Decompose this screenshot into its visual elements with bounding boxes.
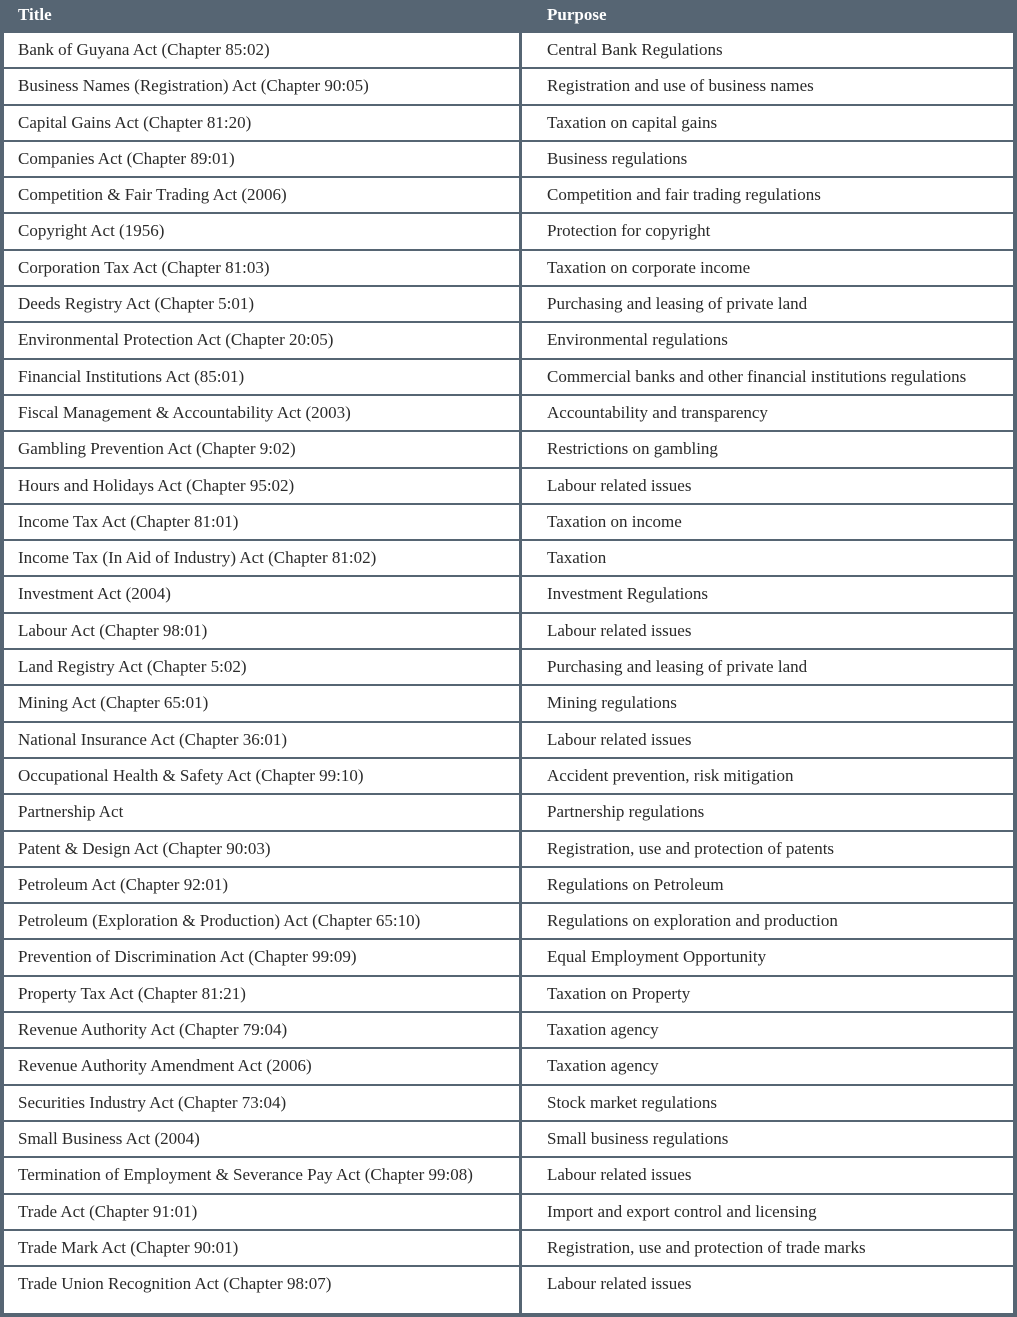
act-title: Partnership Act: [18, 802, 124, 822]
table-row: [4, 1086, 1013, 1122]
act-title: Securities Industry Act (Chapter 73:04): [18, 1092, 287, 1112]
table-row: [4, 469, 1013, 505]
act-title: Deeds Registry Act (Chapter 5:01): [18, 294, 255, 314]
table-row: [4, 106, 1013, 142]
act-title: Fiscal Management & Accountability Act (2003): [18, 402, 351, 422]
act-title: Petroleum Act (Chapter 92:01): [18, 874, 229, 894]
table-row: [4, 214, 1013, 250]
act-title: Property Tax Act (Chapter 81:21): [18, 983, 246, 1003]
act-title: Petroleum (Exploration & Production) Act (Chapter 65:10): [18, 911, 421, 931]
act-title: Small Business Act (2004): [18, 1128, 200, 1148]
table-body: [4, 33, 1013, 1303]
act-purpose: Taxation agency: [547, 1056, 659, 1076]
act-purpose: Taxation: [547, 548, 607, 568]
act-purpose: Competition and fair trading regulations: [547, 185, 821, 205]
table-row: [4, 251, 1013, 287]
table-row: [4, 360, 1013, 396]
act-title: Corporation Tax Act (Chapter 81:03): [18, 257, 270, 277]
act-title: Prevention of Discrimination Act (Chapter 99:09): [18, 947, 357, 967]
act-purpose: Environmental regulations: [547, 330, 728, 350]
act-purpose: Regulations on Petroleum: [547, 874, 724, 894]
act-title: Trade Act (Chapter 91:01): [18, 1201, 198, 1221]
table-row: [4, 178, 1013, 214]
act-purpose: Purchasing and leasing of private land: [547, 294, 808, 314]
act-purpose: Taxation on corporate income: [547, 257, 751, 277]
act-title: Business Names (Registration) Act (Chapter 90:05): [18, 76, 369, 96]
act-purpose: Labour related issues: [547, 475, 692, 495]
act-title: Patent & Design Act (Chapter 90:03): [18, 838, 271, 858]
act-title: Occupational Health & Safety Act (Chapter 99:10): [18, 765, 364, 785]
table-row: [4, 723, 1013, 759]
act-title: Income Tax (In Aid of Industry) Act (Chapter 81:02): [18, 548, 377, 568]
table-row: [4, 1049, 1013, 1085]
act-purpose: Labour related issues: [547, 729, 692, 749]
act-purpose: Partnership regulations: [547, 802, 705, 822]
act-purpose: Labour related issues: [547, 1165, 692, 1185]
act-title: Bank of Guyana Act (Chapter 85:02): [18, 40, 270, 59]
act-purpose: Registration and use of business names: [547, 76, 814, 96]
act-title: Companies Act (Chapter 89:01): [18, 148, 235, 168]
act-purpose: Accident prevention, risk mitigation: [547, 765, 794, 785]
act-purpose: Taxation agency: [547, 1020, 659, 1040]
table-row: [4, 868, 1013, 904]
table-row: [4, 832, 1013, 868]
act-purpose: Labour related issues: [547, 1274, 692, 1294]
act-purpose: Import and export control and licensing: [547, 1201, 817, 1221]
table-row: [4, 69, 1013, 105]
act-purpose: Registration, use and protection of trade marks: [547, 1237, 866, 1257]
table-row: [4, 940, 1013, 976]
act-purpose: Central Bank Regulations: [547, 40, 723, 59]
act-purpose: Purchasing and leasing of private land: [547, 657, 808, 677]
act-title: Competition & Fair Trading Act (2006): [18, 185, 287, 205]
act-title: Trade Union Recognition Act (Chapter 98:07): [18, 1274, 332, 1294]
table-row: [4, 396, 1013, 432]
act-purpose: Small business regulations: [547, 1128, 729, 1148]
act-purpose: Investment Regulations: [547, 584, 709, 604]
act-purpose: Taxation on capital gains: [547, 112, 718, 132]
table-header: [0, 0, 1017, 30]
act-title: Land Registry Act (Chapter 5:02): [18, 657, 247, 677]
act-title: Trade Mark Act (Chapter 90:01): [18, 1237, 239, 1257]
act-title: Capital Gains Act (Chapter 81:20): [18, 112, 252, 132]
table-row: [4, 541, 1013, 577]
table-row: [4, 1013, 1013, 1049]
act-purpose: Stock market regulations: [547, 1092, 717, 1112]
act-purpose: Labour related issues: [547, 620, 692, 640]
table-row: [4, 505, 1013, 541]
act-purpose: Business regulations: [547, 148, 688, 168]
act-purpose: Equal Employment Opportunity: [547, 947, 767, 967]
act-purpose: Protection for copyright: [547, 221, 711, 241]
act-title: Termination of Employment & Severance Pay Act (Chapter 99:08): [18, 1165, 473, 1185]
act-purpose: Taxation on Property: [547, 983, 691, 1003]
act-purpose: Accountability and transparency: [547, 402, 768, 422]
table-row: [4, 323, 1013, 359]
table-row: [4, 1195, 1013, 1231]
header-title: Title: [18, 5, 52, 24]
act-title: Hours and Holidays Act (Chapter 95:02): [18, 475, 295, 495]
act-purpose: Restrictions on gambling: [547, 439, 718, 459]
act-purpose: Mining regulations: [547, 693, 677, 713]
act-title: Revenue Authority Act (Chapter 79:04): [18, 1020, 288, 1040]
table-row: [4, 1267, 1013, 1303]
table-row: [4, 614, 1013, 650]
act-title: Investment Act (2004): [18, 584, 171, 604]
table-row: [4, 432, 1013, 468]
table-row: [4, 1231, 1013, 1267]
table-row: [4, 977, 1013, 1013]
table-row: [4, 650, 1013, 686]
act-title: Labour Act (Chapter 98:01): [18, 620, 208, 640]
table-row: [4, 287, 1013, 323]
act-title: National Insurance Act (Chapter 36:01): [18, 729, 288, 749]
act-title: Environmental Protection Act (Chapter 20:05): [18, 330, 334, 350]
table-row: [4, 142, 1013, 178]
table-row: [4, 904, 1013, 940]
act-title: Revenue Authority Amendment Act (2006): [18, 1056, 312, 1076]
table-row: [4, 759, 1013, 795]
act-purpose: Commercial banks and other financial institutions regulations: [547, 366, 967, 386]
table-row: [4, 33, 1013, 69]
table-row: [4, 795, 1013, 831]
act-title: Copyright Act (1956): [18, 221, 165, 241]
table-row: [4, 1158, 1013, 1194]
table-row: [4, 686, 1013, 722]
act-purpose: Regulations on exploration and production: [547, 911, 838, 931]
act-title: Mining Act (Chapter 65:01): [18, 693, 209, 713]
act-title: Income Tax Act (Chapter 81:01): [18, 511, 239, 531]
table-row: [4, 1122, 1013, 1158]
act-title: Financial Institutions Act (85:01): [18, 366, 245, 386]
act-purpose: Registration, use and protection of patents: [547, 838, 835, 858]
header-purpose: Purpose: [547, 5, 607, 24]
table-row: [4, 577, 1013, 613]
act-title: Gambling Prevention Act (Chapter 9:02): [18, 439, 296, 459]
act-purpose: Taxation on income: [547, 511, 682, 531]
